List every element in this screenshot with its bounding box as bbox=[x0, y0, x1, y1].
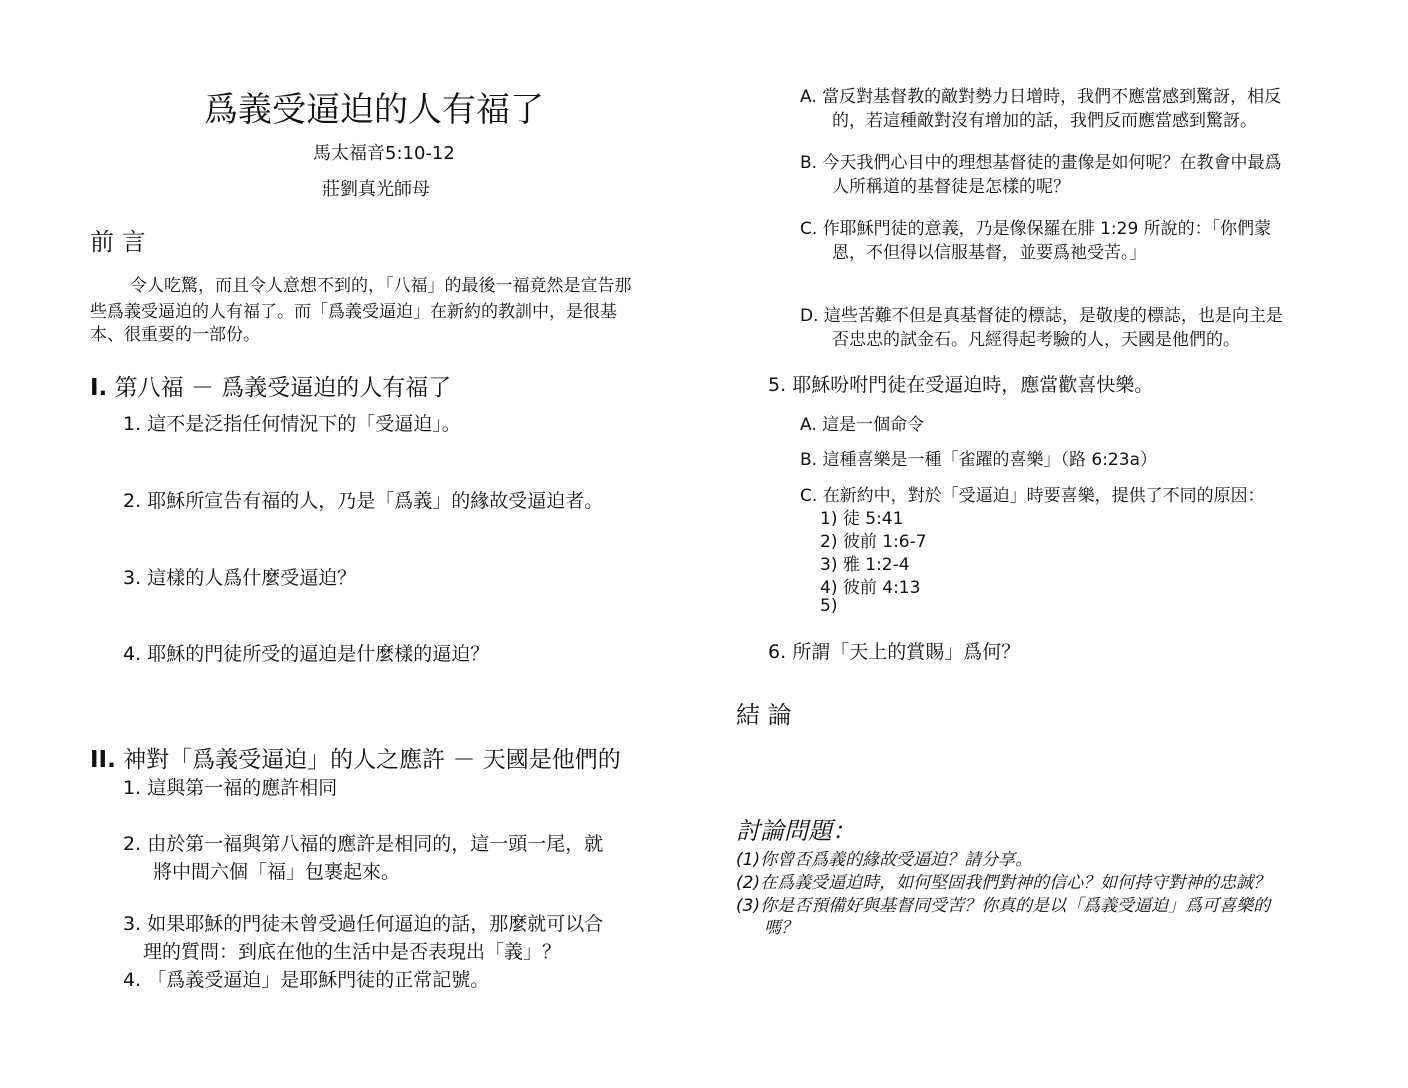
reason-item bbox=[820, 573, 920, 598]
sub-item-text: 今天我們心目中的理想基督徒的畫像是如何呢？在教會中最爲 bbox=[822, 153, 1282, 173]
section-1-heading bbox=[90, 369, 451, 402]
sub-item-a bbox=[800, 82, 1281, 107]
discussion-heading: 討論問題： bbox=[736, 817, 856, 845]
sub-item-label: A. bbox=[800, 415, 817, 435]
item-text: 這不是泛指任何情況下的「受逼迫」。 bbox=[147, 413, 461, 435]
sub-item-text-continued: 的，若這種敵對沒有增加的話，我們反而應當感到驚訝。 bbox=[832, 111, 1257, 131]
point-5-sub-c bbox=[800, 481, 1265, 506]
item-text: 如果耶穌的門徒未曾受過任何逼迫的話，那麼就可以合 bbox=[147, 913, 604, 935]
item-text: 這樣的人爲什麼受逼迫？ bbox=[147, 567, 357, 589]
item-number: 6. bbox=[768, 641, 787, 663]
section-1-item bbox=[123, 486, 603, 513]
reason-text: 彼前 1:6-7 bbox=[842, 532, 927, 552]
point-5 bbox=[768, 370, 1153, 397]
point-5-sub-a bbox=[800, 410, 924, 435]
section-2-item bbox=[123, 909, 603, 936]
sub-item-d bbox=[800, 301, 1283, 326]
item-number: 1. bbox=[123, 777, 142, 799]
conclusion-heading: 結 論 bbox=[736, 701, 792, 729]
reason-text: 雅 1:2-4 bbox=[842, 555, 910, 575]
sub-item-c bbox=[800, 214, 1271, 239]
discussion-question: (1)你曾否爲義的緣故受逼迫？請分享。 bbox=[736, 850, 1033, 870]
reason-number: 5) bbox=[820, 596, 838, 616]
item-number: 3. bbox=[123, 913, 142, 935]
sub-item-text-continued: 否忠忠的試金石。凡經得起考驗的人，天國是他們的。 bbox=[832, 330, 1240, 350]
preface-line-2: 些爲義受逼迫的人有福了。而「爲義受逼迫」在新約的教訓中，是很基 bbox=[90, 302, 617, 322]
item-number: 2. bbox=[123, 490, 142, 512]
sub-item-label: D. bbox=[800, 306, 819, 326]
reason-item bbox=[820, 504, 903, 529]
item-text-continued: 將中間六個「福」包裹起來。 bbox=[153, 861, 401, 883]
preface-heading: 前 言 bbox=[90, 228, 146, 256]
discussion-question-continued: 嗎？ bbox=[764, 918, 798, 938]
reason-number: 1) bbox=[820, 509, 838, 529]
sub-item-text-continued: 恩，不但得以信服基督，並要爲祂受苦。」 bbox=[832, 243, 1147, 263]
section-1-item bbox=[123, 409, 461, 436]
scripture-reference: 馬太福音5:10-12 bbox=[313, 143, 455, 164]
item-number: 4. bbox=[123, 969, 142, 991]
sub-item-text: 在新約中，對於「受逼迫」時要喜樂，提供了不同的原因： bbox=[822, 486, 1265, 506]
item-text: 這與第一福的應許相同 bbox=[147, 777, 338, 799]
author: 莊劉真光師母 bbox=[322, 179, 430, 200]
item-number: 4. bbox=[123, 643, 142, 665]
sub-item-label: B. bbox=[800, 450, 818, 470]
sub-item-text: 這些苦難不但是真基督徒的標誌，是敬虔的標誌，也是向主是 bbox=[823, 306, 1283, 326]
section-2-heading bbox=[90, 741, 621, 774]
sub-item-label: A. bbox=[800, 87, 817, 107]
reason-number: 3) bbox=[820, 555, 838, 575]
section-2-title: 神對「爲義受逼迫」的人之應許 － 天國是他們的 bbox=[123, 747, 621, 773]
sub-item-label: C. bbox=[800, 219, 818, 239]
item-number: 3. bbox=[123, 567, 142, 589]
point-6 bbox=[768, 637, 1020, 664]
discussion-question: (3)你是否預備好與基督同受苦？你真的是以「爲義受逼迫」爲可喜樂的 bbox=[736, 896, 1271, 916]
section-1-item bbox=[123, 639, 489, 666]
item-text: 耶穌的門徒所受的逼迫是什麼樣的逼迫？ bbox=[147, 643, 490, 665]
item-text: 耶穌吩咐門徒在受逼迫時，應當歡喜快樂。 bbox=[792, 374, 1154, 396]
item-number: 1. bbox=[123, 413, 142, 435]
sub-item-label: C. bbox=[800, 486, 818, 506]
reason-item bbox=[820, 527, 927, 552]
section-2-item bbox=[123, 965, 489, 992]
reason-text: 彼前 4:13 bbox=[842, 578, 921, 598]
reason-item bbox=[820, 550, 910, 575]
section-2-number: II. bbox=[90, 747, 116, 773]
preface-line-1: 令人吃驚，而且令人意想不到的，「八福」的最後一福竟然是宣告那 bbox=[130, 276, 632, 296]
sub-item-label: B. bbox=[800, 153, 818, 173]
sub-item-text-continued: 人所稱道的基督徒是怎樣的呢？ bbox=[832, 177, 1070, 197]
discussion-question: (2)在爲義受逼迫時，如何堅固我們對神的信心？如何持守對神的忠誠？ bbox=[736, 873, 1271, 893]
section-2-item bbox=[123, 773, 337, 800]
section-2-item bbox=[123, 829, 603, 856]
item-text-continued: 理的質問：到底在他的生活中是否表現出「義」？ bbox=[143, 941, 562, 963]
item-number: 2. bbox=[123, 833, 142, 855]
item-text: 由於第一福與第八福的應許是相同的，這一頭一尾，就 bbox=[147, 833, 604, 855]
reason-number: 2) bbox=[820, 532, 838, 552]
sub-item-text: 這是一個命令 bbox=[822, 415, 925, 435]
sub-item-text: 這種喜樂是一種「雀躍的喜樂」（路 6:23a） bbox=[822, 450, 1157, 470]
sub-item-text: 當反對基督教的敵對勢力日增時，我們不應當感到驚訝，相反 bbox=[822, 87, 1282, 107]
preface-line-3: 本、很重要的一部份。 bbox=[90, 325, 260, 345]
section-1-number: I. bbox=[90, 375, 108, 401]
page-title: 爲義受逼迫的人有福了 bbox=[204, 90, 544, 130]
item-number: 5. bbox=[768, 374, 787, 396]
reason-number: 4) bbox=[820, 578, 838, 598]
sub-item-b bbox=[800, 148, 1281, 173]
reason-text: 徒 5:41 bbox=[842, 509, 904, 529]
reason-item bbox=[820, 596, 837, 616]
sub-item-text: 作耶穌門徒的意義，乃是像保羅在腓 1:29 所說的：「你們蒙 bbox=[822, 219, 1272, 239]
item-text: 所謂「天上的賞賜」爲何？ bbox=[792, 641, 1021, 663]
item-text: 「爲義受逼迫」是耶穌門徒的正常記號。 bbox=[147, 969, 490, 991]
section-1-title: 第八福 － 爲義受逼迫的人有福了 bbox=[114, 375, 452, 401]
item-text: 耶穌所宣告有福的人，乃是「爲義」的緣故受逼迫者。 bbox=[147, 490, 604, 512]
point-5-sub-b bbox=[800, 445, 1157, 470]
section-1-item bbox=[123, 563, 356, 590]
